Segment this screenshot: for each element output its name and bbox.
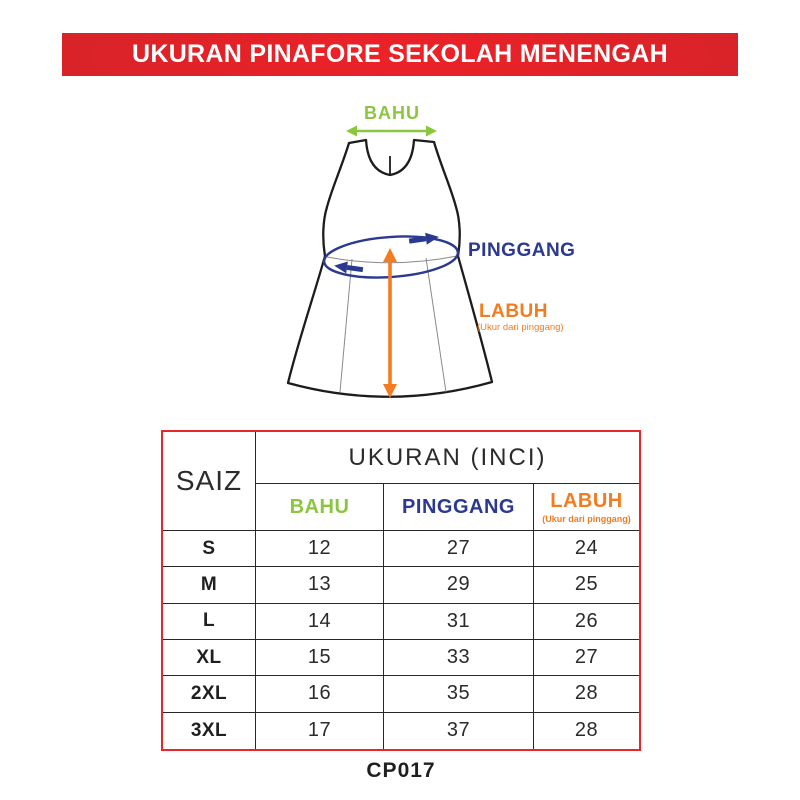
labuh-column-label: LABUH [550, 490, 623, 512]
table-row-bahu: 12 [256, 531, 384, 567]
table-row-size: S [163, 531, 256, 567]
bahu-label: BAHU [364, 103, 420, 123]
table-row-bahu: 17 [256, 713, 384, 749]
bahu-column-label: BAHU [289, 495, 350, 518]
table-row-size: 3XL [163, 713, 256, 749]
table-row-bahu: 15 [256, 640, 384, 676]
table-row-bahu: 14 [256, 604, 384, 640]
table-row-pinggang: 29 [384, 567, 534, 603]
pinafore-diagram [262, 95, 592, 410]
table-row-size: L [163, 604, 256, 640]
ukuran-header-cell [256, 432, 639, 484]
pinggang-column-label: PINGGANG [402, 495, 515, 518]
table-row-labuh: 25 [534, 567, 639, 603]
product-code: CP017 [366, 759, 436, 782]
table-row-pinggang: 33 [384, 640, 534, 676]
bahu-arrowhead-left [346, 126, 357, 137]
table-row-labuh: 26 [534, 604, 639, 640]
column-header-pinggang [384, 484, 534, 531]
saiz-header: SAIZ [175, 465, 243, 496]
ukuran-header: UKURAN (INCI) [348, 443, 547, 471]
title-banner [62, 33, 738, 76]
column-header-bahu [256, 484, 384, 531]
saiz-header-cell [163, 432, 256, 531]
labuh-column-note: (Ukur dari pinggang) [542, 514, 631, 524]
table-row-size: XL [163, 640, 256, 676]
table-row-labuh: 28 [574, 719, 599, 742]
table-row-size: M [163, 567, 256, 603]
size-table [161, 430, 641, 751]
bahu-arrowhead-right [426, 126, 437, 137]
table-row-pinggang: 27 [384, 531, 534, 567]
table-row-pinggang: 37 [384, 713, 534, 749]
table-row-bahu: 16 [256, 676, 384, 712]
table-row-pinggang: 35 [384, 676, 534, 712]
pinggang-label: PINGGANG [468, 240, 576, 261]
page-title: UKURAN PINAFORE SEKOLAH MENENGAH [131, 40, 668, 68]
table-row-labuh: 27 [534, 640, 639, 676]
labuh-label: LABUH [479, 301, 548, 322]
table-row-labuh: 28 [534, 676, 639, 712]
table-row-bahu: 13 [256, 567, 384, 603]
labuh-note: (Ukur dari pinggang) [477, 322, 564, 333]
table-row-labuh: 24 [534, 531, 639, 567]
table-row-size: 2XL [163, 676, 256, 712]
column-header-labuh [534, 484, 639, 531]
table-row-pinggang: 31 [384, 604, 534, 640]
